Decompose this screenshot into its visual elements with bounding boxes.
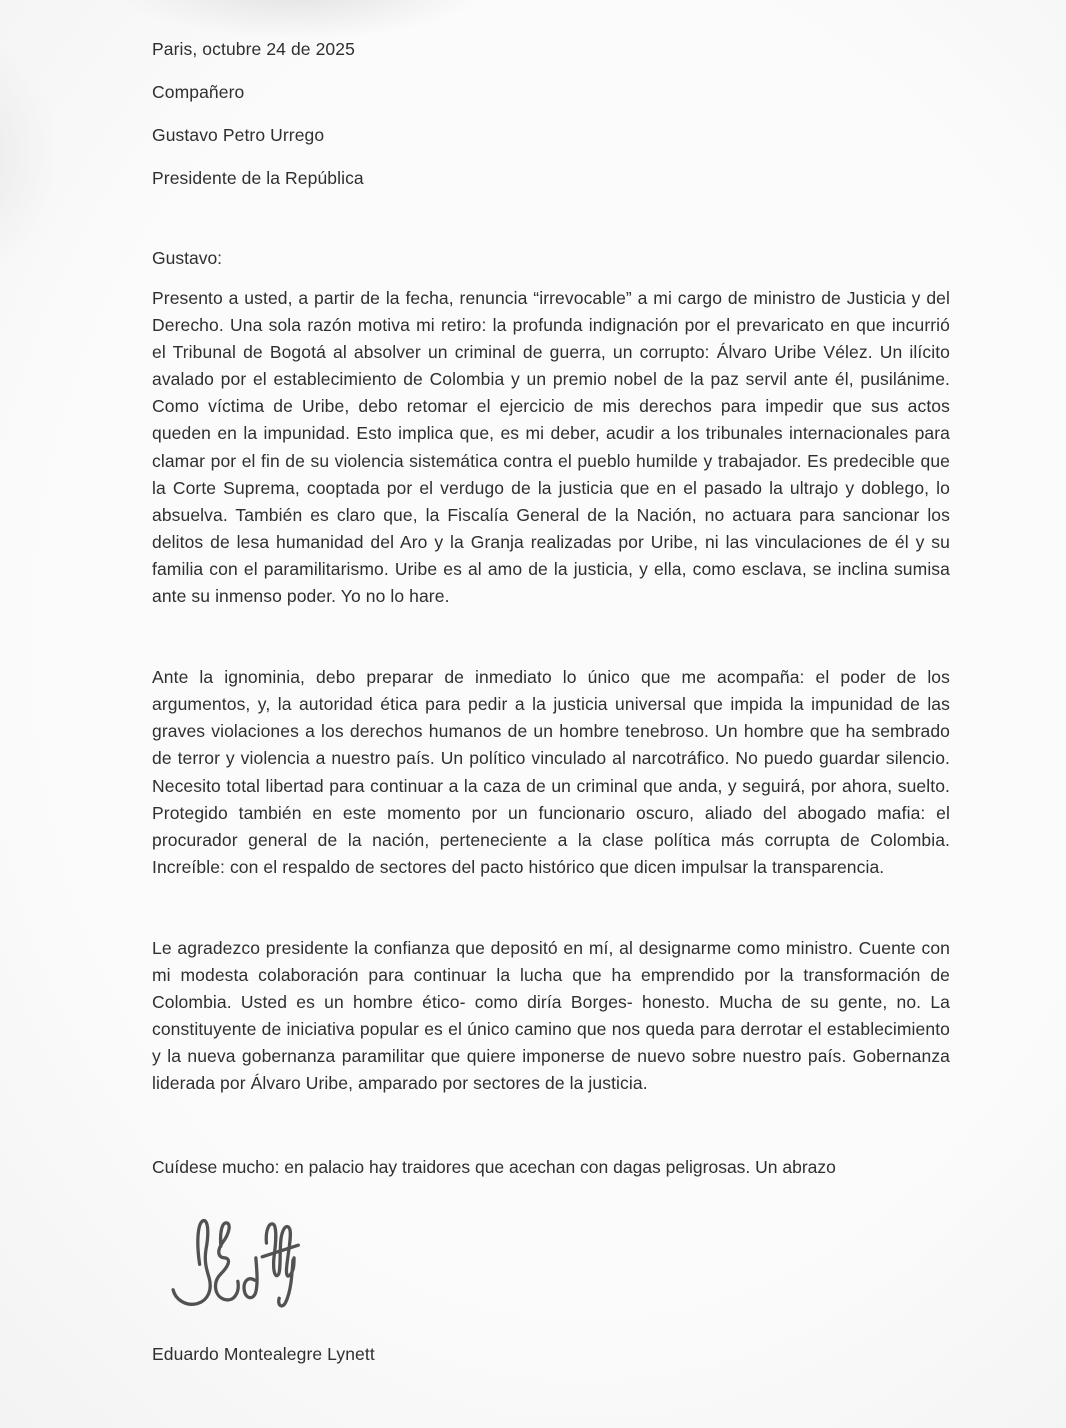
closing-line: Cuídese mucho: en palacio hay traidores que acechan con dagas peligrosas. Un abrazo — [152, 1157, 836, 1178]
paragraph-agradecimiento: Le agradezco presidente la confianza que depositó en mí, al designarme como ministro. Cuente con mi modesta colaboración para continuar la lucha que ha emprendido por la transformación de Colombia. Usted es un hombre ético- como diría Borges- honesto. Mucha de su gente, no. La constituyente de iniciativa popular es el único camino que nos queda para derrotar el establecimiento y la nueva gobernanza paramilitar que quiere imponerse de nuevo sobre nuestro país. Gobernanza liderada por Álvaro Uribe, amparado por sectores de la justicia. — [152, 937, 950, 1094]
letter-body — [152, 36, 950, 1368]
signer-name: Eduardo Montealegre Lynett — [152, 1344, 375, 1365]
signature-scribble — [156, 1207, 326, 1329]
salutation: Gustavo: — [152, 248, 223, 268]
paragraph-resignation: Presento a usted, a partir de la fecha, renuncia “irrevocable” a mi cargo de ministro de Justicia y del Derecho. Una sola razón motiva mi retiro: la profunda indignación por el prevaricato en que incurrió el Tribunal de Bogotá al absolver un criminal de guerra, un corrupto: Álvaro Uribe Vélez. Un ilícito avalado por el establecimiento de Colombia y un premio nobel de la paz servil ante él, pusilánime. Como víctima de Uribe, debo retomar el ejercicio de mis derechos para impedir que sus actos queden en la impunidad. Esto implica que, es mi deber, acudir a los tribunales internacionales para clamar por el fin de su violencia sistemática contra el pueblo humilde y trabajador. Es predecible que la Corte Suprema, cooptada por el verdugo de la justicia que en el pasado la ultrajo y doblego, lo absuelva. También es claro que, la Fiscalía General de la Nación, no actuara para sancionar los delitos de lesa humanidad del Aro y la Granja realizadas por Uribe, ni las vinculaciones de él y su familia con el paramilitarismo. Uribe es al amo de la justicia, y ella, como esclava, se inclina sumisa ante su inmenso poder. Yo no lo hare. — [152, 288, 950, 607]
recipient-line-companero: Compañero — [152, 82, 245, 102]
letter-date: Paris, octubre 24 de 2025 — [152, 39, 355, 59]
paragraph-ignominia: Ante la ignominia, debo preparar de inmediato lo único que me acompaña: el poder de los argumentos, y, la autoridad ética para pedir a la justicia universal que impida la impunidad de las graves violaciones a los derechos humanos de un hombre tenebroso. Un hombre que ha sembrado de terror y violencia a nuestro país. Un político vinculado al narcotráfico. No puedo guardar silencio. Necesito total libertad para continuar a la caza de un criminal que anda, y seguirá, por ahora, suelto. Protegido también en este momento por un funcionario oscuro, aliado del abogado mafia: el procurador general de la nación, perteneciente a la clase política más corrupta de Colombia. Increíble: con el respaldo de sectores del pacto histórico que dicen impulsar la transparencia. — [152, 667, 950, 877]
recipient-line-name: Gustavo Petro Urrego — [152, 125, 325, 145]
recipient-line-title: Presidente de la República — [152, 168, 364, 188]
